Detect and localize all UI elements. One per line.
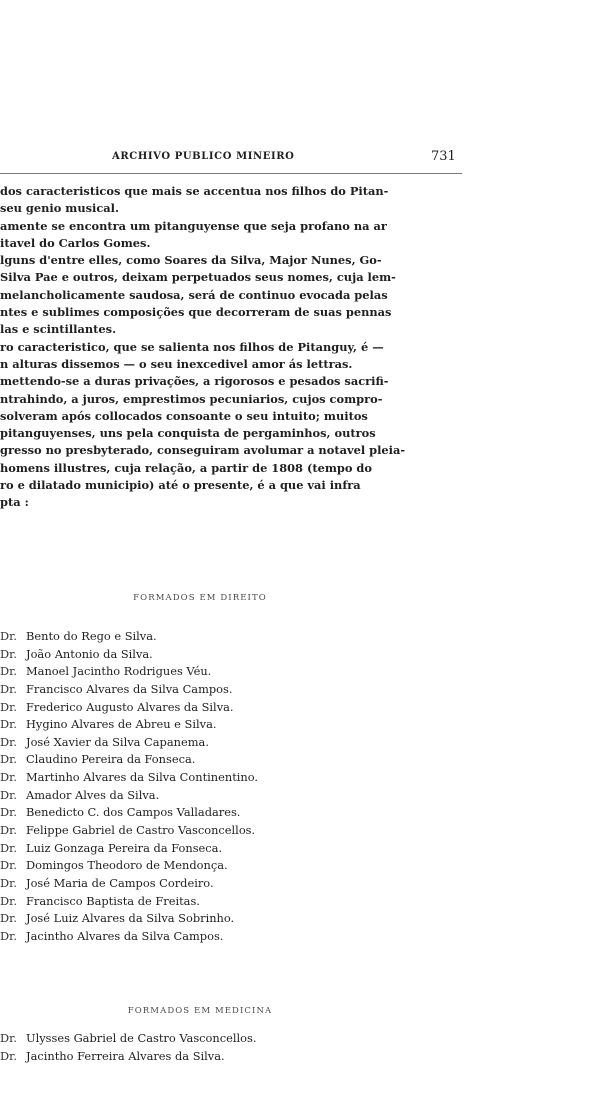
text-line: las e scintillantes. <box>0 322 117 337</box>
list-item <box>0 910 470 928</box>
text-line: seu genio musical. <box>0 201 119 216</box>
person-name: Ulysses Gabriel de Castro Vasconcellos. <box>26 1031 257 1045</box>
header-rule <box>0 173 462 174</box>
running-title: ARCHIVO PUBLICO MINEIRO <box>112 151 295 162</box>
person-name: José Xavier da Silva Capanema. <box>26 734 209 749</box>
text-line: ro e dilatado municipio) até o presente, é a que vai infra <box>0 478 361 493</box>
honorific: Dr. <box>0 681 17 696</box>
list-item <box>0 875 470 893</box>
honorific: Dr. <box>0 805 17 820</box>
list-item <box>0 893 470 911</box>
text-line: ntrahindo, a juros, emprestimos pecuniarios, cujos compro- <box>0 391 383 406</box>
text-line: pitanguyenses, uns pela conquista de pergaminhos, outros <box>0 426 376 441</box>
person-name: Jacintho Alvares da Silva Campos. <box>26 928 224 943</box>
list-item <box>0 1030 470 1048</box>
list-item <box>0 1048 470 1066</box>
text-line: solveram após collocados consoante o seu intuito; muitos <box>0 408 368 423</box>
page-number: 731 <box>431 149 456 164</box>
section-heading-medicina: FORMADOS EM MEDICINA <box>127 1006 273 1016</box>
text-line: pta : <box>0 495 29 510</box>
section-heading-direito: FORMADOS EM DIREITO <box>133 593 267 603</box>
text-line: n alturas dissemos — o seu inexcedivel amor ás lettras. <box>0 356 353 371</box>
text-line: gresso no presbyterado, conseguiram avolumar a notavel pleia- <box>0 443 406 458</box>
honorific: Dr. <box>0 787 17 802</box>
person-name: Francisco Baptista de Freitas. <box>26 893 200 908</box>
honorific: Dr. <box>0 752 17 767</box>
honorific: Dr. <box>0 911 17 926</box>
honorific: Dr. <box>0 1031 17 1045</box>
list-item <box>0 928 470 946</box>
person-name: Domingos Theodoro de Mendonça. <box>26 858 228 873</box>
list-item <box>0 628 470 646</box>
text-line: amente se encontra um pitanguyense que seja profano na ar <box>0 218 387 233</box>
person-name: Manoel Jacintho Rodrigues Véu. <box>26 664 212 679</box>
body-text <box>0 183 465 512</box>
list-item <box>0 716 470 734</box>
list-item <box>0 646 470 664</box>
honorific: Dr. <box>0 734 17 749</box>
list-item <box>0 751 470 769</box>
text-line: Silva Pae e outros, deixam perpetuados seus nomes, cuja lem- <box>0 270 396 285</box>
person-name: José Maria de Campos Cordeiro. <box>26 875 214 890</box>
honorific: Dr. <box>0 858 17 873</box>
list-item <box>0 840 470 858</box>
person-name: Claudino Pereira da Fonseca. <box>26 752 196 767</box>
person-name: Bento do Rego e Silva. <box>26 629 157 643</box>
honorific: Dr. <box>0 875 17 890</box>
honorific: Dr. <box>0 1048 17 1063</box>
honorific: Dr. <box>0 928 17 943</box>
honorific: Dr. <box>0 893 17 908</box>
list-direito <box>0 628 470 946</box>
person-name: Amador Alves da Silva. <box>26 787 160 802</box>
person-name: Francisco Alvares da Silva Campos. <box>26 681 233 696</box>
person-name: Hygino Alvares de Abreu e Silva. <box>26 717 217 732</box>
honorific: Dr. <box>0 629 17 643</box>
honorific: Dr. <box>0 664 17 679</box>
honorific: Dr. <box>0 823 17 838</box>
person-name: João Antonio da Silva. <box>26 646 153 661</box>
text-line: ntes e sublimes composições que decorreram de suas pennas <box>0 305 392 320</box>
text-line: itavel do Carlos Gomes. <box>0 235 151 250</box>
text-line: dos caracteristicos que mais se accentua nos filhos do Pitan- <box>0 184 389 198</box>
honorific: Dr. <box>0 646 17 661</box>
person-name: Martinho Alvares da Silva Continentino. <box>26 770 259 785</box>
text-line: melancholicamente saudosa, será de continuo evocada pelas <box>0 287 388 302</box>
list-item <box>0 822 470 840</box>
text-line: homens illustres, cuja relação, a partir de 1808 (tempo do <box>0 460 372 475</box>
list-item <box>0 769 470 787</box>
list-item <box>0 787 470 805</box>
list-medicina <box>0 1030 470 1065</box>
honorific: Dr. <box>0 840 17 855</box>
honorific: Dr. <box>0 717 17 732</box>
list-item <box>0 699 470 717</box>
list-item <box>0 857 470 875</box>
text-line: mettendo-se a duras privações, a rigorosos e pesados sacrifi- <box>0 374 389 389</box>
list-item <box>0 804 470 822</box>
honorific: Dr. <box>0 699 17 714</box>
person-name: Luiz Gonzaga Pereira da Fonseca. <box>26 840 223 855</box>
person-name: Jacintho Ferreira Alvares da Silva. <box>26 1048 225 1063</box>
honorific: Dr. <box>0 770 17 785</box>
running-header <box>0 149 590 169</box>
person-name: José Luiz Alvares da Silva Sobrinho. <box>26 911 235 926</box>
list-item <box>0 663 470 681</box>
list-item <box>0 681 470 699</box>
text-line: lguns d'entre elles, como Soares da Silva, Major Nunes, Go- <box>0 253 382 268</box>
list-item <box>0 734 470 752</box>
person-name: Felippe Gabriel de Castro Vasconcellos. <box>26 823 256 838</box>
person-name: Frederico Augusto Alvares da Silva. <box>26 699 234 714</box>
person-name: Benedicto C. dos Campos Valladares. <box>26 805 241 820</box>
text-line: ro caracteristico, que se salienta nos filhos de Pitanguy, é — <box>0 339 384 354</box>
